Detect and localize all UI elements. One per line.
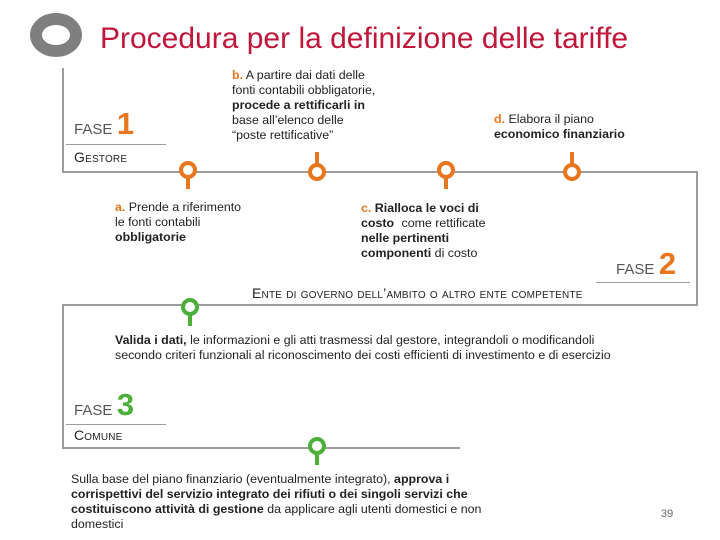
phase-2-rest: le informazioni e gli atti trasmessi dal gestore, integrandoli o modificandoli [186, 333, 595, 347]
phase-3-word: FASE [74, 402, 113, 419]
frame-line-left [62, 304, 64, 448]
step-c-line-4b: di costo [434, 246, 478, 260]
phase-3-description [71, 472, 481, 532]
step-d-line-2: economico finanziario [494, 127, 625, 141]
frame-line-phase3 [62, 447, 460, 449]
step-c-line-3: nelle pertinenti [361, 231, 450, 245]
pin-orange-icon-4 [562, 152, 582, 182]
page-number: 39 [661, 508, 674, 520]
phase-1-label [74, 106, 134, 142]
step-c-key: c. [361, 201, 372, 215]
step-b-line-2: fonti contabili obbligatorie, [232, 83, 376, 97]
frame-line-phase1 [62, 171, 698, 173]
phase-2-bold: Valida i dati, [115, 333, 187, 347]
step-d [494, 112, 625, 142]
phase-1-underline [66, 144, 166, 145]
phase-2-line-2: secondo criteri funzionali al riconoscimento dei costi efficienti di investimento e di esercizio [115, 348, 611, 362]
pin-orange-icon-2 [307, 152, 327, 182]
phase-3-number: 3 [116, 387, 135, 422]
phase-3-line-1-bold: approva i [390, 472, 450, 486]
step-a-line-2: le fonti contabili [115, 215, 201, 229]
step-a-line-1: Prende a riferimento [128, 200, 242, 214]
frame-line-top-left [62, 68, 64, 172]
page-title: Procedura per la definizione delle tariffe [100, 22, 629, 55]
phase-3-line-1: Sulla base del piano finanziario (eventualmente integrato), [71, 472, 391, 486]
pin-orange-icon-1 [178, 160, 198, 190]
pin-green-icon-2 [307, 436, 327, 466]
step-d-line-1: Elabora il piano [508, 112, 594, 126]
pin-green-icon-1 [180, 297, 200, 327]
phase-2-number: 2 [658, 246, 677, 281]
phase-1-actor: Gestore [74, 149, 128, 165]
frame-line-phase2 [62, 304, 698, 306]
phase-3-line-2: corrispettivi del servizio integrato dei rifiuti o dei singoli servizi che [71, 487, 468, 501]
frame-line-right [696, 171, 698, 305]
step-a-key: a. [115, 200, 126, 214]
phase-2-label [616, 246, 676, 282]
phase-1-word: FASE [74, 121, 113, 138]
phase-3-line-3-bold: costituiscono attività di gestione [71, 502, 264, 516]
pin-orange-icon-3 [436, 160, 456, 190]
step-c-line-1: Rialloca le voci di [374, 201, 479, 215]
step-c-line-2: costo [361, 216, 395, 230]
phase-3-actor: Comune [74, 427, 123, 443]
phase-2-word: FASE [616, 261, 655, 278]
phase-2-actor: Ente di governo dell’ambito o altro ente competente [252, 285, 583, 301]
step-b-line-3: procede a rettificarli in [232, 98, 365, 112]
step-c [361, 201, 486, 261]
step-b-key: b. [232, 68, 244, 82]
phase-3-line-4: domestici [71, 517, 124, 531]
phase-1-number: 1 [116, 106, 135, 141]
step-d-key: d. [494, 112, 506, 126]
step-c-line-4: componenti [361, 246, 432, 260]
title-ring-icon [30, 13, 82, 57]
phase-3-label [74, 387, 134, 423]
step-a [115, 200, 241, 245]
step-b-line-5: “poste rettificative” [232, 128, 334, 142]
step-c-line-2b: come rettificate [401, 216, 486, 230]
phase-3-line-3: da applicare agli utenti domestici e non [263, 502, 482, 516]
phase-2-underline [596, 282, 690, 283]
step-b [232, 68, 375, 143]
step-a-line-3: obbligatorie [115, 230, 186, 244]
phase-3-underline [66, 424, 166, 425]
phase-2-description [115, 333, 611, 363]
step-b-line-1: A partire dai dati delle [245, 68, 365, 82]
step-b-line-4: base all’elenco delle [232, 113, 344, 127]
